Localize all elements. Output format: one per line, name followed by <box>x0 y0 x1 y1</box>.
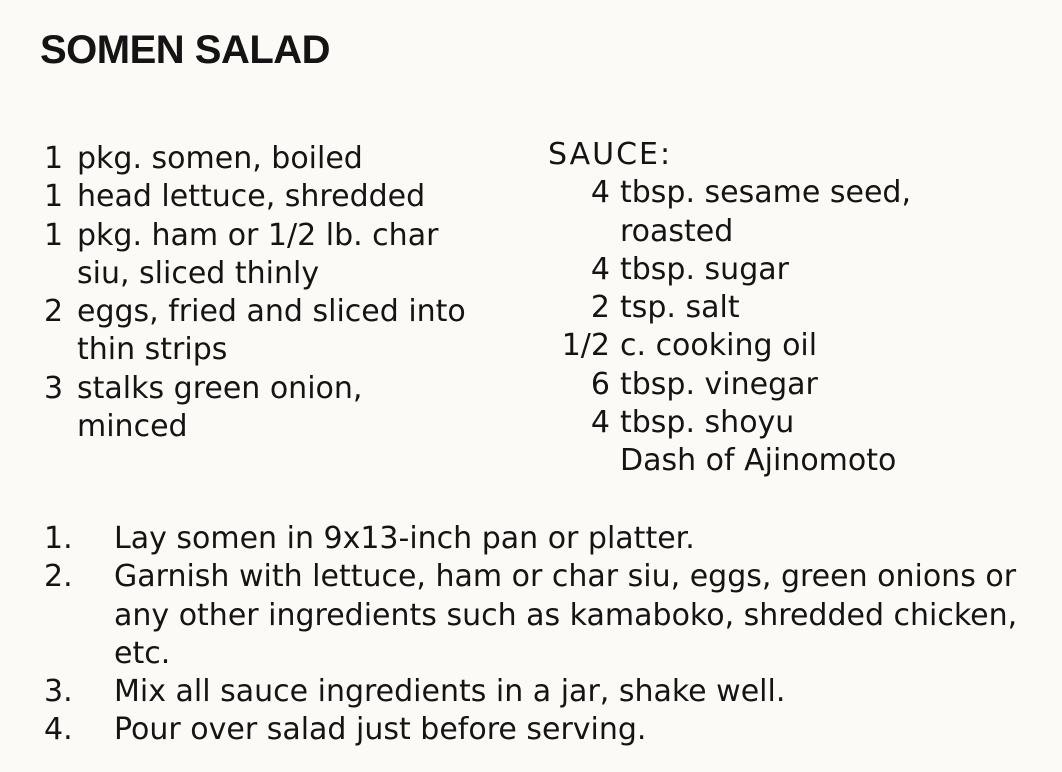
ingredient-list <box>44 140 514 446</box>
sauce-item <box>548 366 1018 404</box>
step-number: 2. <box>44 559 73 595</box>
step-number: 3. <box>44 674 73 710</box>
ingredient-quantity: 1 <box>44 141 64 176</box>
step-number: 4. <box>44 712 73 748</box>
sauce-text: tbsp. sugar <box>620 251 789 287</box>
ingredient-text: pkg. somen, boiled <box>77 141 363 176</box>
sauce-quantity: 4 <box>590 175 610 211</box>
step-number: 1. <box>44 521 73 556</box>
sauce-quantity: 1/2 <box>561 328 610 364</box>
sauce-quantity: 4 <box>590 251 610 287</box>
sauce-text: tbsp. shoyu <box>620 405 795 441</box>
instruction-step <box>44 558 1034 673</box>
ingredient-quantity: 1 <box>44 217 64 253</box>
sauce-text: tsp. salt <box>620 290 740 326</box>
sauce-item <box>548 289 1018 327</box>
sauce-quantity: 6 <box>590 366 610 402</box>
sauce-section <box>548 136 1018 481</box>
ingredient-item <box>44 293 514 370</box>
ingredient-item <box>44 217 514 294</box>
step-text: Pour over salad just before serving. <box>114 712 647 748</box>
ingredient-text: eggs, fried and sliced into thin strips <box>77 294 466 368</box>
ingredient-quantity: 1 <box>44 179 64 215</box>
ingredient-text: head lettuce, shredded <box>77 179 426 215</box>
sauce-text: tbsp. vinegar <box>620 366 818 402</box>
sauce-item <box>548 327 1018 365</box>
step-text: Garnish with lettuce, ham or char siu, eggs, green onions or any other ingredients such as kamaboko, shredded chicken, etc. <box>114 559 1018 671</box>
step-text: Lay somen in 9x13-inch pan or platter. <box>114 521 695 556</box>
ingredient-item <box>44 140 514 178</box>
ingredient-item <box>44 178 514 216</box>
sauce-text: tbsp. sesame seed, roasted <box>620 175 911 249</box>
sauce-quantity: 2 <box>590 290 610 326</box>
recipe-title: SOMEN SALAD <box>40 28 331 72</box>
sauce-item <box>548 404 1018 442</box>
instruction-step <box>44 673 1034 711</box>
sauce-quantity: 4 <box>590 405 610 441</box>
ingredient-text: pkg. ham or 1/2 lb. char siu, sliced thinly <box>77 217 439 291</box>
ingredient-item <box>44 370 514 447</box>
instruction-list <box>44 520 1034 750</box>
ingredient-text: stalks green onion, minced <box>77 370 363 445</box>
instruction-step <box>44 520 1034 558</box>
sauce-item <box>548 174 1018 251</box>
sauce-item <box>548 442 1018 480</box>
ingredient-quantity: 2 <box>44 294 64 330</box>
sauce-text: Dash of Ajinomoto <box>620 443 897 479</box>
sauce-ingredient-list <box>548 174 1018 480</box>
sauce-text: c. cooking oil <box>620 328 818 364</box>
sauce-heading: SAUCE: <box>548 137 673 172</box>
sauce-quantity <box>548 442 620 480</box>
sauce-item <box>548 251 1018 289</box>
step-text: Mix all sauce ingredients in a jar, shake well. <box>114 674 786 710</box>
ingredient-quantity: 3 <box>44 370 64 406</box>
instruction-step <box>44 711 1034 749</box>
